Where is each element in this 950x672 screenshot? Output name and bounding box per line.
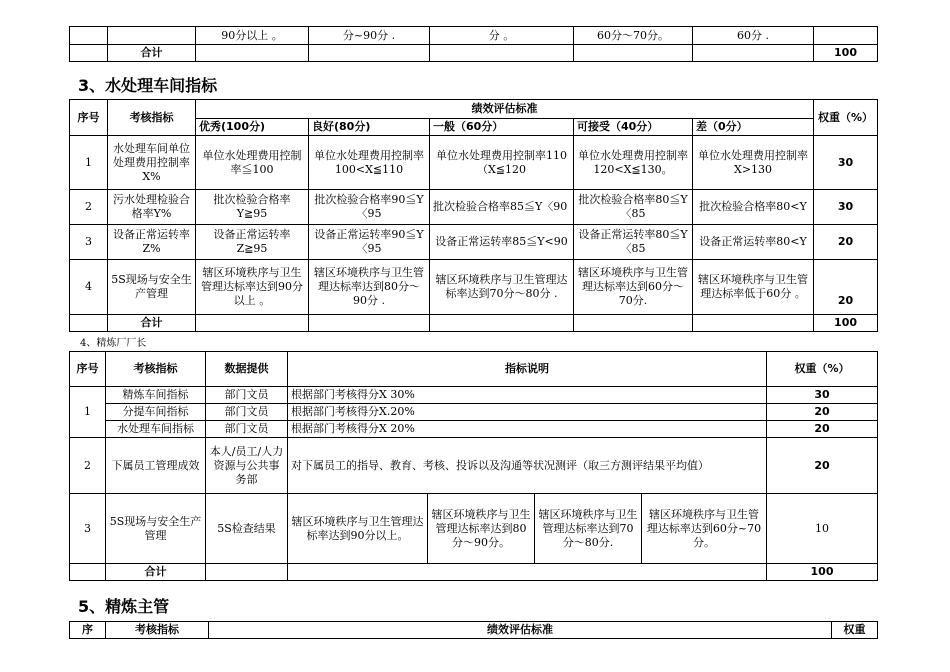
table-row: [70, 225, 878, 260]
row-weight: 20: [767, 421, 878, 438]
table-row: [70, 27, 878, 45]
cell: 辖区环境秩序与卫生管理达标率达到80分～90分 .: [309, 260, 430, 315]
row-weight: 30: [767, 387, 878, 404]
row-no: 1: [70, 387, 106, 438]
cell: 批次检验合格率80<Y: [693, 190, 814, 225]
cell: 单位水处理费用控制率110（X≦120: [430, 136, 574, 190]
header-no: 序: [70, 622, 106, 639]
row-weight: 10: [767, 494, 878, 564]
cell: 辖区环境秩序与卫生管理达标率达到90分以上。: [288, 494, 428, 564]
row-description: 根据部门考核得分X 30%: [288, 387, 767, 404]
row-indicator: 5S现场与安全生产管理: [108, 260, 196, 315]
cell: 辖区环境秩序与卫生管理达标率达到60分～70分.: [574, 260, 693, 315]
row-no: 1: [70, 136, 108, 190]
cell: 设备正常运转率85≦Y<90: [430, 225, 574, 260]
total-label: 合计: [108, 45, 196, 62]
row-indicator: 水处理车间单位处理费用控制率X%: [108, 136, 196, 190]
cell: 分 。: [430, 27, 574, 45]
cell: 设备正常运转率Z≧95: [196, 225, 309, 260]
row-weight: 30: [814, 136, 878, 190]
table-row: [70, 387, 878, 404]
table-refining-supervisor: [69, 621, 878, 639]
row-no: 3: [70, 225, 108, 260]
cell: 设备正常运转率80<Y: [693, 225, 814, 260]
header-weight: 权重（%）: [767, 352, 878, 387]
level-excellent: 优秀(100分): [196, 119, 309, 136]
row-data-source: 本人/员工/人力资源与公共事务部: [206, 438, 288, 494]
cell: 单位水处理费用控制率120<X≦130。: [574, 136, 693, 190]
cell: 辖区环境秩序与卫生管理达标率达到80分～90分。: [428, 494, 535, 564]
header-indicator: 考核指标: [108, 100, 196, 136]
header-no: 序号: [70, 352, 106, 387]
cell: 单位水处理费用控制率X>130: [693, 136, 814, 190]
row-indicator: 污水处理检验合格率Y%: [108, 190, 196, 225]
header-indicator: 考核指标: [106, 622, 209, 639]
level-acceptable: 可接受（40分）: [574, 119, 693, 136]
header-row: [70, 352, 878, 387]
table-row: [70, 421, 878, 438]
row-data-source: 部门文员: [206, 421, 288, 438]
row-no: 3: [70, 494, 106, 564]
row-weight: 20: [814, 260, 878, 315]
row-description: 根据部门考核得分X 20%: [288, 421, 767, 438]
level-good: 良好(80分): [309, 119, 430, 136]
cell: 单位水处理费用控制率≦100: [196, 136, 309, 190]
row-weight: 20: [767, 404, 878, 421]
section-3-title: 3、水处理车间指标: [78, 76, 218, 95]
header-standard: 绩效评估标准: [196, 100, 814, 119]
cell: 批次检验合格率85≦Y〈90: [430, 190, 574, 225]
cell: 单位水处理费用控制率100<X≦110: [309, 136, 430, 190]
row-weight: 20: [767, 438, 878, 494]
header-no: 序号: [70, 100, 108, 136]
header-row: [70, 622, 878, 639]
table-row: [70, 260, 878, 315]
row-description: 根据部门考核得分X.20%: [288, 404, 767, 421]
header-standard: 绩效评估标准: [209, 622, 832, 639]
row-indicator: 水处理车间指标: [106, 421, 206, 438]
table-row: [70, 136, 878, 190]
table-water-treatment: [69, 99, 878, 332]
header-indicator: 考核指标: [106, 352, 206, 387]
cell: 批次检验合格率90≦Y〈95: [309, 190, 430, 225]
row-weight: 30: [814, 190, 878, 225]
cell: 90分以上 。: [196, 27, 309, 45]
row-indicator: 下属员工管理成效: [106, 438, 206, 494]
total-row: [70, 315, 878, 332]
header-description: 指标说明: [288, 352, 767, 387]
header-weight: 权重: [832, 622, 878, 639]
level-poor: 差（0分）: [693, 119, 814, 136]
total-label: 合计: [106, 564, 206, 581]
cell: 60分～70分。: [574, 27, 693, 45]
table-row: [70, 438, 878, 494]
cell: 设备正常运转率80≦Y〈85: [574, 225, 693, 260]
cell: 辖区环境秩序与卫生管理达标率达到90分以上 。: [196, 260, 309, 315]
row-no: 2: [70, 438, 106, 494]
cell: 60分 .: [693, 27, 814, 45]
table-row: [70, 190, 878, 225]
header-data-source: 数据提供: [206, 352, 288, 387]
cell: 辖区环境秩序与卫生管理达标率达到70分～80分.: [535, 494, 642, 564]
row-indicator: 精炼车间指标: [106, 387, 206, 404]
cell: 批次检验合格率Y≧95: [196, 190, 309, 225]
cell: 批次检验合格率80≦Y〈85: [574, 190, 693, 225]
cell: [108, 27, 196, 45]
row-indicator: 分提车间指标: [106, 404, 206, 421]
cell: 辖区环境秩序与卫生管理达标率低于60分 。: [693, 260, 814, 315]
row-data-source: 5S检查结果: [206, 494, 288, 564]
table-row: [70, 494, 878, 564]
row-weight: 20: [814, 225, 878, 260]
header-row: [70, 100, 878, 119]
total-label: 合计: [108, 315, 196, 332]
row-no: 2: [70, 190, 108, 225]
cell: 分~90分 .: [309, 27, 430, 45]
total-weight: 100: [767, 564, 878, 581]
cell: [814, 27, 878, 45]
row-data-source: 部门文员: [206, 387, 288, 404]
table-top-continuation: [69, 26, 878, 62]
cell: 辖区环境秩序与卫生管理达标率达到70分～80分 .: [430, 260, 574, 315]
level-average: 一般（60分）: [430, 119, 574, 136]
header-weight: 权重（%）: [814, 100, 878, 136]
table-refinery-director: [69, 351, 878, 581]
total-row: [70, 45, 878, 62]
row-description: 对下属员工的指导、教育、考核、投诉以及沟通等状况测评（取三方测评结果平均值）: [288, 438, 767, 494]
total-weight: 100: [814, 315, 878, 332]
row-data-source: 部门文员: [206, 404, 288, 421]
row-no: 4: [70, 260, 108, 315]
row-indicator: 5S现场与安全生产管理: [106, 494, 206, 564]
section-4-title: 4、精炼厂厂长: [80, 338, 147, 349]
cell: 设备正常运转率90≦Y〈95: [309, 225, 430, 260]
total-row: [70, 564, 878, 581]
row-indicator: 设备正常运转率Z%: [108, 225, 196, 260]
cell: [70, 27, 108, 45]
cell: 辖区环境秩序与卫生管理达标率达到60分~70分。: [642, 494, 767, 564]
section-5-title: 5、精炼主管: [78, 597, 170, 616]
table-row: [70, 404, 878, 421]
total-weight: 100: [814, 45, 878, 62]
